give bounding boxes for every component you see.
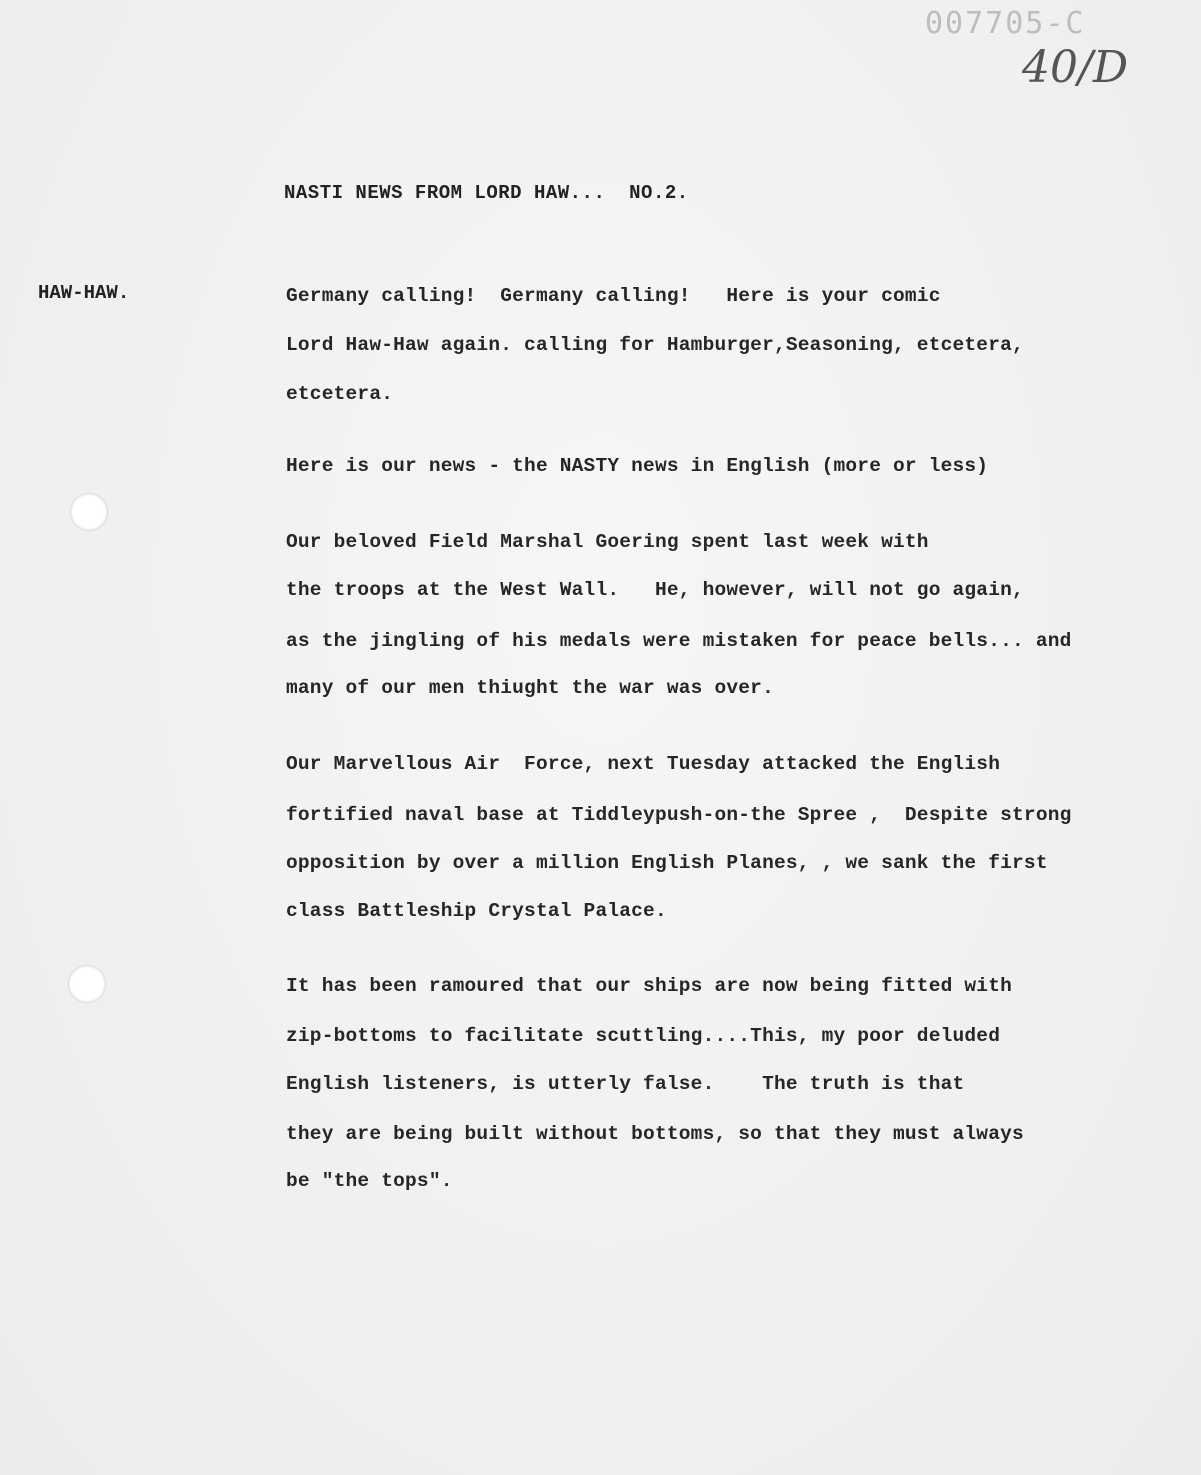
script-line: many of our men thiught the war was over. — [286, 677, 774, 699]
script-line: It has been ramoured that our ships are now being fitted with — [286, 975, 1013, 997]
script-line: English listeners, is utterly false. The truth is that — [286, 1073, 965, 1095]
script-line: Our beloved Field Marshal Goering spent last week with — [286, 531, 929, 553]
script-line: Our Marvellous Air Force, next Tuesday attacked the English — [286, 753, 1001, 775]
script-line: zip-bottoms to facilitate scuttling....This, my poor deluded — [286, 1025, 1001, 1047]
punch-hole-top — [70, 493, 108, 531]
script-title: NASTI NEWS FROM LORD HAW... NO.2. — [284, 182, 689, 204]
script-line: class Battleship Crystal Palace. — [286, 900, 667, 922]
script-line: opposition by over a million English Planes, , we sank the first — [286, 852, 1048, 874]
script-line: Lord Haw-Haw again. calling for Hamburger,Seasoning, etcetera, — [286, 334, 1024, 356]
script-line: etcetera. — [286, 383, 394, 405]
script-line: Germany calling! Germany calling! Here is your comic — [286, 285, 941, 307]
script-line: be "the tops". — [286, 1170, 453, 1192]
script-line: the troops at the West Wall. He, however, will not go again, — [286, 579, 1024, 601]
speaker-label: HAW-HAW. — [38, 282, 130, 304]
stamp-number: 007705-C — [925, 6, 1086, 41]
script-line: they are being built without bottoms, so that they must always — [286, 1123, 1024, 1145]
script-line: as the jingling of his medals were mistaken for peace bells... and — [286, 630, 1072, 652]
handwritten-reference: 40/D — [1022, 42, 1129, 93]
punch-hole-bottom — [68, 965, 106, 1003]
script-line: Here is our news - the NASTY news in English (more or less) — [286, 455, 989, 477]
script-line: fortified naval base at Tiddleypush-on-the Spree , Despite strong — [286, 804, 1072, 826]
